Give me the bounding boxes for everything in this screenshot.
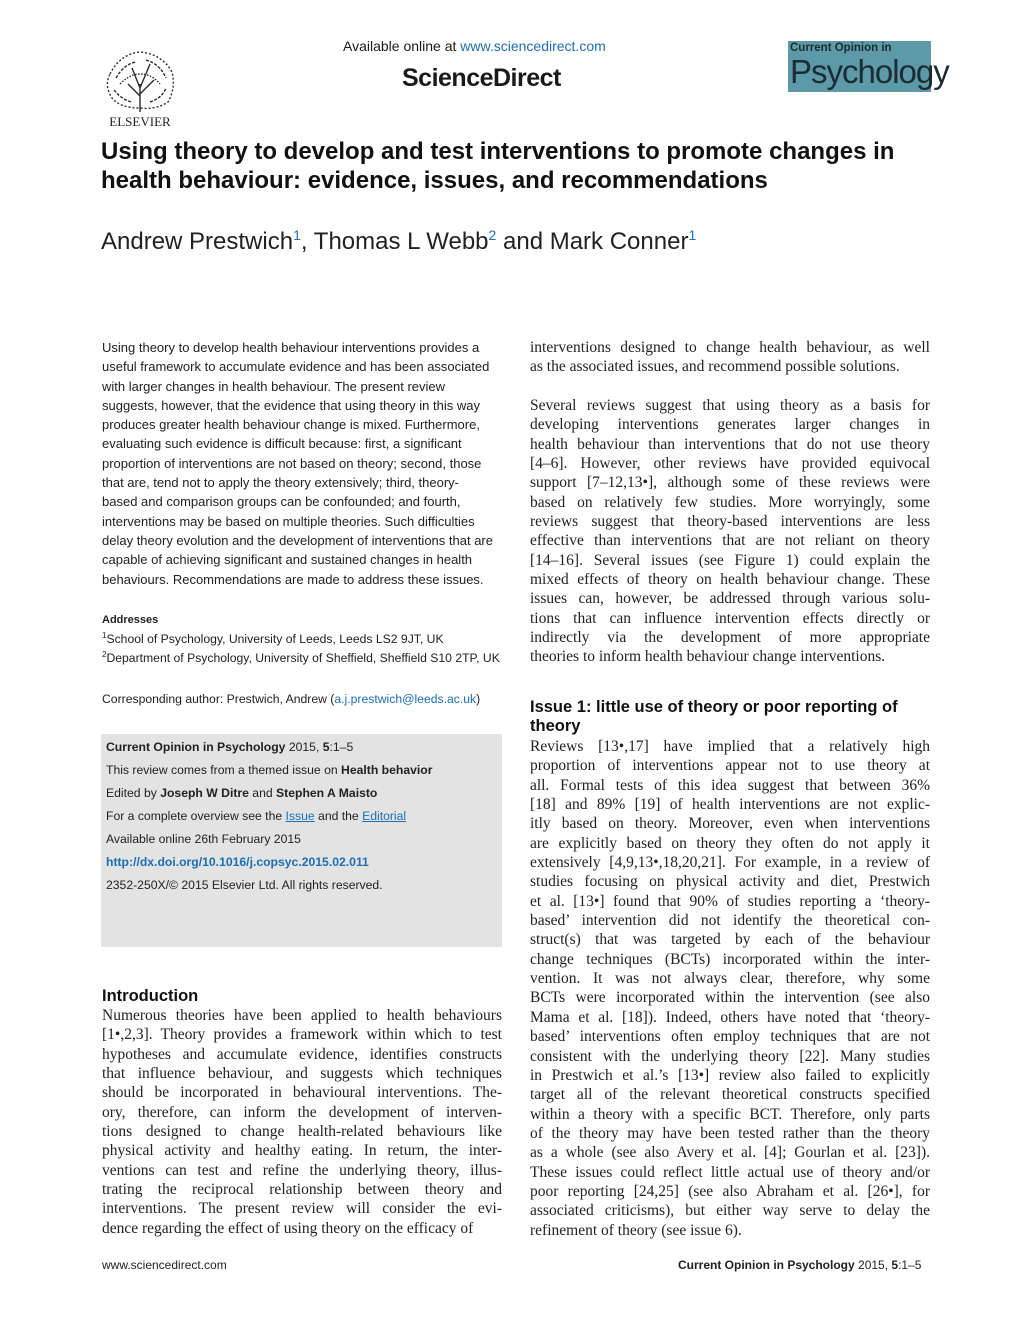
- issue1-heading-line: Issue 1: little use of theory or poor reporting of: [530, 698, 898, 716]
- body-line: as a whole (see also Avery et al. [4]; Gourlan et al. [23]).: [530, 1144, 930, 1162]
- right-para-2: [530, 396, 930, 667]
- body-line: all. Formal tests of this idea suggest that between 36%: [530, 776, 930, 794]
- available-prefix: Available online at: [343, 38, 457, 54]
- address-sup: 1: [102, 631, 107, 640]
- footer-volume: 5: [891, 1258, 899, 1272]
- infobox-edited-prefix: Edited by: [106, 786, 161, 800]
- body-line: based on relatively few studies. More worryingly, some: [530, 493, 930, 511]
- body-line: interventions. The present review will consider the evi-: [102, 1200, 502, 1218]
- author-name: Mark Conner: [549, 228, 689, 255]
- editorial-link[interactable]: Editorial: [362, 809, 407, 823]
- author-separator: ,: [300, 228, 314, 255]
- article-title: Using theory to develop and test interventions to promote changes in health behaviour: evidence, issues, and recommendations: [101, 138, 895, 194]
- body-line: health behaviour than interventions that do not use theory: [530, 435, 930, 453]
- body-line: within a theory with a specific BCT. Therefore, only parts: [530, 1105, 930, 1123]
- body-line: should be incorporated in behavioural interventions. The-: [102, 1084, 502, 1102]
- body-line: These issues could reflect little actual use of theory and/or: [530, 1163, 930, 1181]
- body-line: are explicitly based on theory they often do not apply it: [530, 834, 930, 852]
- corresponding-suffix: ): [476, 692, 481, 706]
- introduction-body: [102, 1006, 502, 1238]
- journal-badge-big: Psychology: [790, 53, 949, 90]
- address-item: [102, 628, 502, 647]
- body-line: target all of the relevant theoretical constructs specified: [530, 1086, 930, 1104]
- doi-link[interactable]: http://dx.doi.org/10.1016/j.copsyc.2015.02.011: [106, 855, 369, 869]
- body-line: [1•,2,3]. Theory provides a framework within which to test: [102, 1026, 502, 1044]
- infobox-pages: :1–5: [329, 740, 354, 754]
- address-sup: 2: [102, 650, 107, 660]
- body-line: proportion of interventions appear not to use theory at: [530, 757, 930, 775]
- journal-badge-small: Current Opinion in: [790, 42, 892, 54]
- issue1-body: [530, 737, 930, 1240]
- body-line: effective than interventions that are not reliant on theory: [530, 532, 930, 550]
- body-line: vention. It was not always clear, therefore, why some: [530, 970, 930, 988]
- right-para-1: [530, 338, 930, 377]
- author-separator: and: [496, 228, 550, 255]
- body-line: Several reviews suggest that using theory as a basis for: [530, 397, 930, 414]
- body-line: trating the reciprocal relationship between theory and: [102, 1181, 502, 1199]
- infobox-copyright: 2352-250X/© 2015 Elsevier Ltd. All rights reserved.: [106, 878, 383, 892]
- body-line: in Prestwich et al.’s [13•] review also failed to explicitly: [530, 1066, 930, 1084]
- infobox-overview-prefix: For a complete overview see the: [106, 809, 286, 823]
- article-info-box: [101, 734, 502, 947]
- body-line: issues can, however, be addressed through various solu-: [530, 590, 930, 608]
- body-line: mixed effects of theory on health behaviour change. These: [530, 571, 930, 589]
- infobox-theme: [106, 763, 432, 777]
- body-line: dence regarding the effect of using theory on the efficacy of: [102, 1219, 474, 1237]
- footer-journal: Current Opinion in Psychology: [678, 1258, 855, 1272]
- body-line: consistent with the underlying theory [22]. Many studies: [530, 1047, 930, 1065]
- corresponding-email-link[interactable]: a.j.prestwich@leeds.ac.uk: [334, 692, 477, 706]
- body-line: physical activity and healthy eating. In return, the inter-: [102, 1142, 502, 1160]
- author-list: [101, 227, 696, 256]
- address-text: School of Psychology, University of Leeds, Leeds LS2 9JT, UK: [106, 632, 444, 647]
- author-name: Thomas L Webb: [313, 228, 489, 255]
- addresses: [102, 612, 502, 666]
- body-line: Numerous theories have been applied to health behaviours: [102, 1007, 502, 1024]
- journal-badge: [788, 41, 949, 92]
- body-line: [18] and 89% [19] of health interventions are not explic-: [530, 796, 930, 814]
- issue1-heading-line: theory: [530, 717, 581, 735]
- body-line: ventions can test and refine the underlying theory, illus-: [102, 1161, 502, 1179]
- body-line: poor reporting [24,25] (see also Abraham et al. [26•], for: [530, 1182, 930, 1200]
- author-affiliation-sup[interactable]: 1: [293, 227, 301, 243]
- infobox-editor: Stephen A Maisto: [276, 786, 378, 800]
- body-line: itly based on theory. Moreover, even when interventions: [530, 815, 930, 833]
- infobox-citation: [106, 740, 353, 754]
- abstract: Using theory to develop health behaviour interventions provides a useful framework to accumulate evidence and has been associated with larger changes in health behaviour. The present review suggests, however, that the evidence that using theory in this way produces greater health behaviour change is mixed. Furthermore, evaluating such evidence is difficult because: first, a significant proportion of interventions are not based on theory; second, those that are, tend not to apply the theory extensively; third, theory-based and comparison groups can be confounded; and fourth, interventions may be based on multiple theories. Such difficulties delay theory evolution and the development of interventions that are capable of achieving significant and sustained changes in health behaviours. Recommendations are made to address these issues.: [102, 340, 493, 587]
- author-name: Andrew Prestwich: [101, 228, 294, 255]
- sciencedirect-wordmark: ScienceDirect: [402, 64, 561, 92]
- available-online-line: [343, 38, 606, 54]
- body-line: indirectly via the development of more appropriate: [530, 629, 930, 647]
- body-line: based’ interventions often employ techniques that are not: [530, 1028, 930, 1046]
- body-line: support [7–12,13•], although some of these reviews were: [530, 474, 930, 492]
- infobox-volume: 5: [322, 740, 330, 754]
- body-line: tions that can influence intervention effects directly or: [530, 609, 930, 627]
- corresponding-author: [102, 692, 502, 706]
- body-line: refinement of theory (see issue 6).: [530, 1221, 742, 1239]
- body-line: hypotheses and accumulate evidence, identifies constructs: [102, 1045, 502, 1063]
- body-line: Mama et al. [18]). Indeed, others have noted that ‘theory-: [530, 1008, 930, 1026]
- body-line: BCTs were incorporated within the intervention (see also: [530, 989, 930, 1007]
- body-line: interventions designed to change health behaviour, as well: [530, 339, 930, 356]
- body-line: extensively [4,9,13•,18,20,21]. For example, in a review of: [530, 854, 930, 872]
- body-line: associated criticisms), but either way serve to delay the: [530, 1202, 930, 1220]
- elsevier-logo: [100, 44, 180, 128]
- issue-link[interactable]: Issue: [285, 809, 315, 823]
- infobox-journal: Current Opinion in Psychology: [106, 740, 286, 754]
- footer-pages: :1–5: [898, 1258, 922, 1272]
- addresses-heading: Addresses: [102, 614, 159, 626]
- body-line: Reviews [13•,17] have implied that a relatively high: [530, 738, 930, 755]
- footer-url: www.sciencedirect.com: [102, 1258, 227, 1272]
- infobox-theme-prefix: This review comes from a themed issue on: [106, 763, 342, 777]
- infobox-year: 2015,: [285, 740, 323, 754]
- body-line: change techniques (BCTs) incorporated within the inter-: [530, 950, 930, 968]
- body-line: that influence behaviour, and suggests which techniques: [102, 1065, 502, 1083]
- body-line: struct(s) that was targeted by each of the behaviour: [530, 931, 930, 949]
- body-line: theories to inform health behaviour change interventions.: [530, 648, 886, 666]
- infobox-overview-mid: and the: [314, 809, 363, 823]
- publisher-name: ELSEVIER: [109, 114, 171, 128]
- footer-citation: [678, 1258, 921, 1272]
- body-line: [4–6]. However, other reviews have provided equivocal: [530, 455, 930, 473]
- infobox-theme-name: Health behavior: [341, 763, 433, 777]
- author-affiliation-sup[interactable]: 1: [688, 227, 697, 243]
- body-line: tions designed to change health-related behaviours like: [102, 1123, 502, 1141]
- body-line: developing interventions generates larger changes in: [530, 416, 930, 434]
- infobox-editors: [106, 786, 377, 800]
- infobox-edited-and: and: [248, 786, 277, 800]
- body-line: [14–16]. Several issues (see Figure 1) could explain the: [530, 551, 930, 569]
- body-line: as the associated issues, and recommend possible solutions.: [530, 358, 900, 376]
- infobox-overview: [106, 809, 406, 823]
- introduction-heading: Introduction: [102, 987, 199, 1005]
- body-line: reviews suggest that theory-based interventions are less: [530, 513, 930, 531]
- infobox-available: Available online 26th February 2015: [106, 832, 301, 846]
- infobox-doi-line: [106, 855, 369, 869]
- body-line: of the theory may have been tested rather than the theory: [530, 1124, 930, 1142]
- sciencedirect-url-link[interactable]: www.sciencedirect.com: [460, 38, 606, 54]
- author-affiliation-sup[interactable]: 2: [488, 227, 497, 243]
- footer-year: 2015,: [854, 1258, 892, 1272]
- address-item: [102, 647, 502, 666]
- body-line: ory, therefore, can inform the development of interven-: [102, 1103, 502, 1121]
- address-text: Department of Psychology, University of Sheffield, Sheffield S10 2TP, UK: [106, 651, 500, 666]
- issue1-heading: [530, 698, 898, 736]
- infobox-editor: Joseph W Ditre: [160, 786, 249, 800]
- body-line: studies focusing on physical activity and diet, Prestwich: [530, 873, 930, 891]
- corresponding-prefix: Corresponding author: Prestwich, Andrew (: [102, 692, 335, 706]
- body-line: et al. [13•] found that 90% of studies reporting a ‘theory-: [530, 892, 930, 910]
- body-line: based’ intervention did not identify the theoretical con-: [530, 912, 930, 930]
